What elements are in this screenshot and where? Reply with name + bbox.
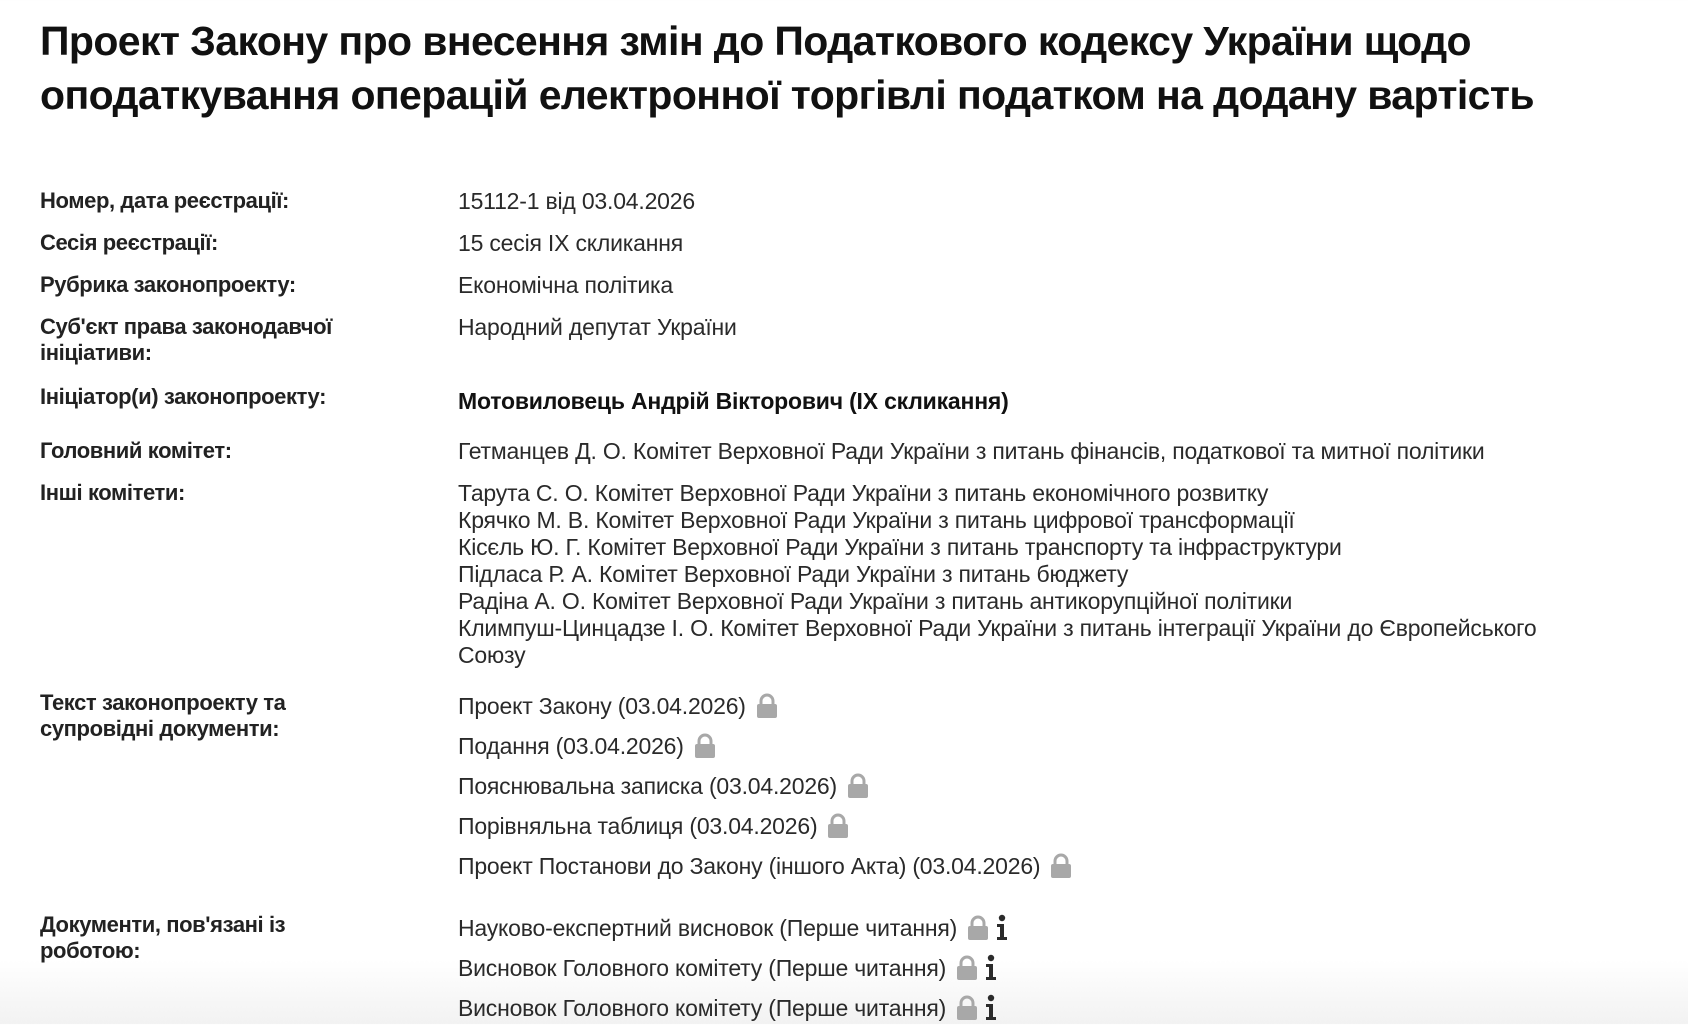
info-icon[interactable] bbox=[984, 954, 998, 982]
related-documents-list bbox=[458, 912, 1648, 1032]
row-related-documents bbox=[40, 912, 1648, 1032]
initiator-label: Ініціатор(и) законопроекту: bbox=[40, 384, 327, 409]
document-link[interactable]: Проект Постанови до Закону (іншого Акта) (03.04.2026) bbox=[458, 852, 1041, 879]
documents-label: Текст законопроекту та супровідні документи: bbox=[40, 690, 286, 741]
related-document-link[interactable]: Висновок Головного комітету (Перше читання) bbox=[458, 994, 947, 1021]
lock-icon[interactable] bbox=[956, 995, 978, 1021]
registration-value: 15112-1 від 03.04.2026 bbox=[458, 188, 695, 214]
related-document-link[interactable]: Науково-експертний висновок (Перше читання) bbox=[458, 914, 958, 941]
lock-icon[interactable] bbox=[1050, 853, 1072, 879]
lock-icon[interactable] bbox=[956, 955, 978, 981]
related-document-item bbox=[458, 948, 1648, 988]
session-label: Сесія реєстрації: bbox=[40, 230, 218, 255]
related-document-item bbox=[458, 908, 1648, 948]
info-icon[interactable] bbox=[984, 994, 998, 1022]
committee-item: Радіна А. О. Комітет Верховної Ради України з питань антикорупційної політики bbox=[458, 588, 1293, 614]
lock-icon[interactable] bbox=[827, 813, 849, 839]
lock-icon[interactable] bbox=[967, 915, 989, 941]
info-icon[interactable] bbox=[995, 914, 1009, 942]
committee-item: Крячко М. В. Комітет Верховної Ради України з питань цифрової трансформації bbox=[458, 507, 1295, 533]
bill-info-table bbox=[40, 188, 1648, 1032]
document-link[interactable]: Проект Закону (03.04.2026) bbox=[458, 692, 746, 719]
lock-icon[interactable] bbox=[756, 693, 778, 719]
other-committees-label: Інші комітети: bbox=[40, 480, 185, 505]
documents-list bbox=[458, 690, 1648, 912]
session-value: 15 сесія IX скликання bbox=[458, 230, 683, 256]
row-session bbox=[40, 230, 1648, 272]
other-committees-list bbox=[458, 480, 1648, 690]
main-committee-label: Головний комітет: bbox=[40, 438, 232, 463]
committee-item: Підласа Р. А. Комітет Верховної Ради України з питань бюджету bbox=[458, 561, 1129, 587]
main-committee-value: Гетманцев Д. О. Комітет Верховної Ради України з питань фінансів, податкової та митної політики bbox=[458, 438, 1485, 464]
document-link[interactable]: Пояснювальна записка (03.04.2026) bbox=[458, 772, 837, 799]
row-initiator bbox=[40, 384, 1648, 438]
row-other-committees bbox=[40, 480, 1648, 690]
row-subject bbox=[40, 314, 1648, 384]
row-rubric bbox=[40, 272, 1648, 314]
committee-item-continuation: Союзу bbox=[458, 642, 526, 668]
initiator-link[interactable]: Мотовиловець Андрій Вікторович (IX скликання) bbox=[458, 388, 1009, 414]
document-item bbox=[458, 846, 1648, 886]
document-item bbox=[458, 806, 1648, 846]
committee-item: Климпуш-Цинцадзе І. О. Комітет Верховної Ради України з питань інтеграції України до Європейського bbox=[458, 615, 1537, 641]
registration-label: Номер, дата реєстрації: bbox=[40, 188, 289, 213]
related-document-item bbox=[458, 988, 1648, 1028]
committee-item: Кісєль Ю. Г. Комітет Верховної Ради України з питань транспорту та інфраструктури bbox=[458, 534, 1342, 560]
document-item bbox=[458, 686, 1648, 726]
row-documents bbox=[40, 690, 1648, 912]
document-item bbox=[458, 726, 1648, 766]
page-title: Проект Закону про внесення змін до Податкового кодексу України щодо оподаткування операцій електронної торгівлі податком на додану вартість bbox=[40, 18, 1534, 118]
row-registration bbox=[40, 188, 1648, 230]
committee-item: Тарута С. О. Комітет Верховної Ради України з питань економічного розвитку bbox=[458, 480, 1269, 506]
related-document-link[interactable]: Висновок Головного комітету (Перше читання) bbox=[458, 954, 947, 981]
row-main-committee bbox=[40, 438, 1648, 480]
document-item bbox=[458, 766, 1648, 806]
subject-label: Суб'єкт права законодавчої ініціативи: bbox=[40, 314, 332, 365]
rubric-label: Рубрика законопроекту: bbox=[40, 272, 296, 297]
document-link[interactable]: Подання (03.04.2026) bbox=[458, 732, 684, 759]
rubric-value: Економічна політика bbox=[458, 272, 673, 298]
document-link[interactable]: Порівняльна таблиця (03.04.2026) bbox=[458, 812, 818, 839]
lock-icon[interactable] bbox=[847, 773, 869, 799]
lock-icon[interactable] bbox=[694, 733, 716, 759]
subject-value: Народний депутат України bbox=[458, 314, 737, 340]
related-documents-label: Документи, пов'язані із роботою: bbox=[40, 912, 286, 963]
